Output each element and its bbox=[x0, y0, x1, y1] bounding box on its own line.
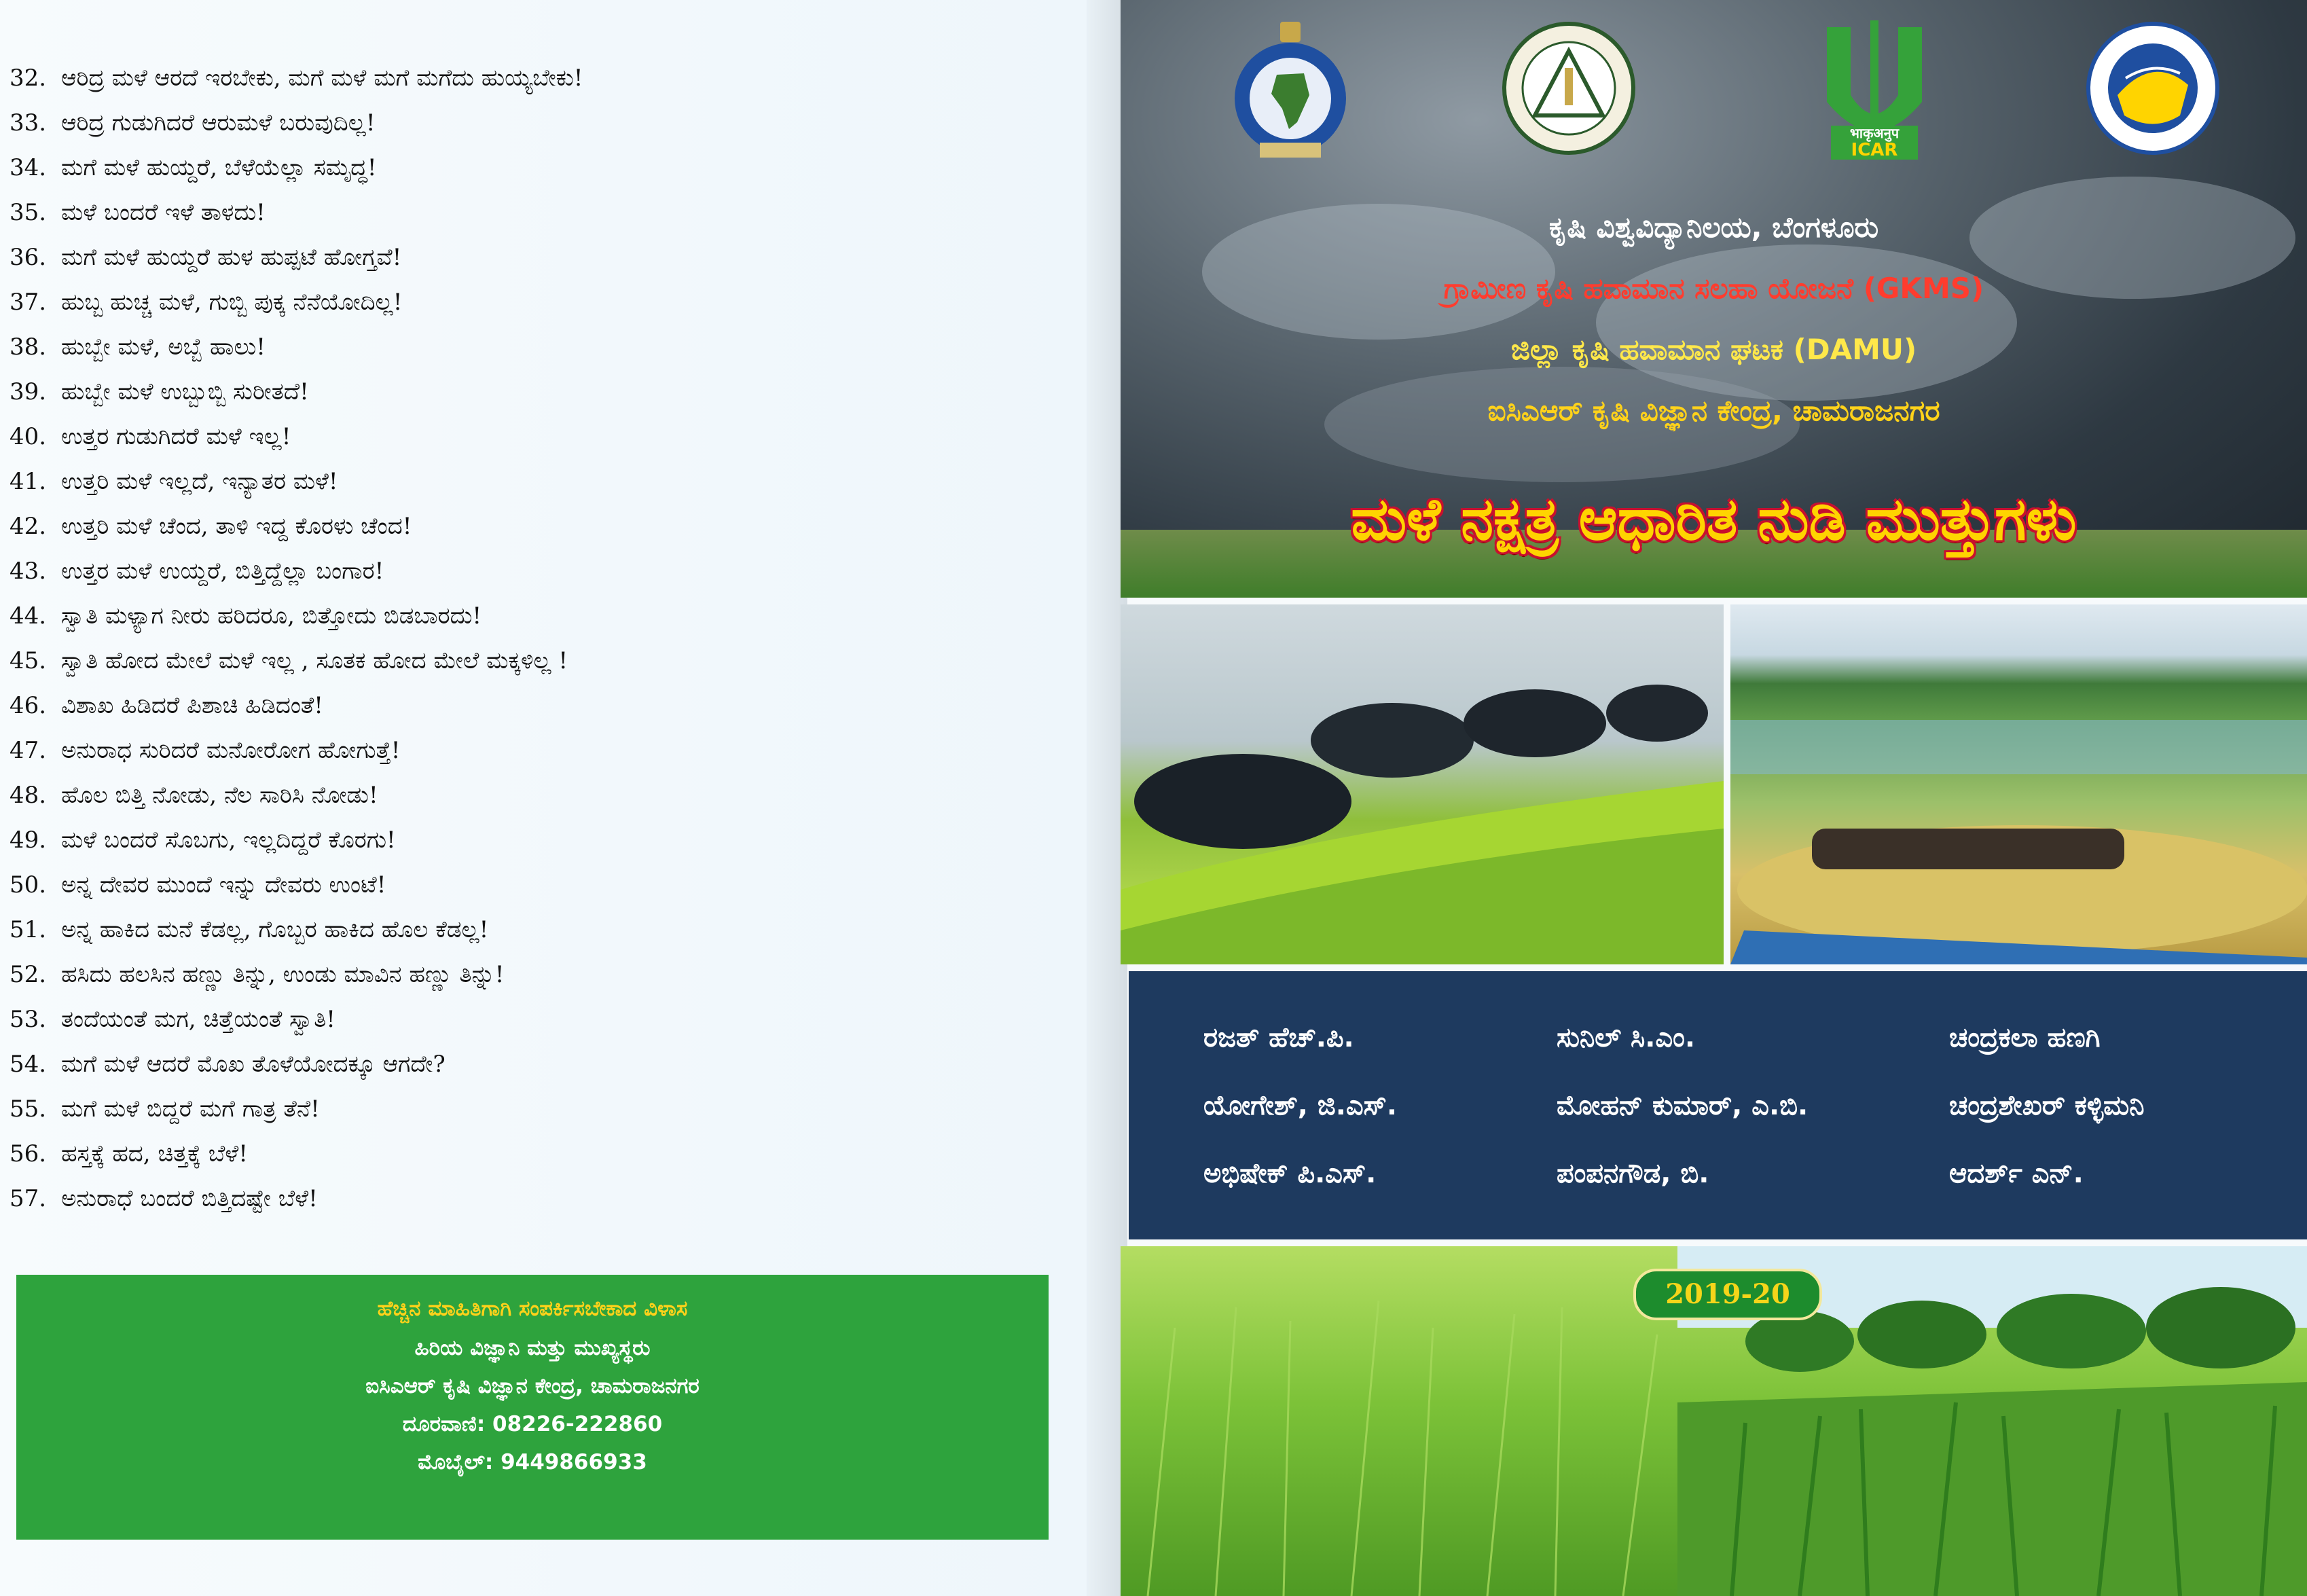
gkms-line: ಗ್ರಾಮೀಣ ಕೃಷಿ ಹವಾಮಾನ ಸಲಹಾ ಯೋಜನೆ (GKMS) bbox=[1443, 272, 1984, 305]
booklet-title: ಮಳೆ ನಕ್ಷತ್ರ ಆಧಾರಿತ ನುಡಿ ಮುತ್ತುಗಳು bbox=[1351, 486, 2077, 554]
proverb-item bbox=[10, 235, 1069, 280]
proverb-text: ಮಗೆ ಮಳೆ ಬಿದ್ದರೆ ಮಗೆ ಗಾತ್ರ ತೆನೆ! bbox=[61, 1095, 320, 1123]
contact-box bbox=[16, 1275, 1049, 1540]
proverb-number: 33. bbox=[10, 109, 47, 137]
proverb-text: ಅನ್ನ ದೇವರ ಮುಂದೆ ಇನ್ನು ದೇವರು ಉಂಟೆ! bbox=[61, 871, 386, 899]
proverb-number: 35. bbox=[10, 199, 47, 226]
proverb-text: ಮಳೆ ಬಂದರೆ ಸೊಬಗು, ಇಲ್ಲದಿದ್ದರೆ ಕೊರಗು! bbox=[61, 827, 396, 854]
proverb-number: 53. bbox=[10, 1006, 47, 1033]
farmers-umbrella-photo bbox=[1121, 604, 1724, 964]
year-badge: 2019-20 bbox=[1633, 1269, 1822, 1320]
proverb-item bbox=[10, 190, 1069, 235]
proverb-item bbox=[10, 414, 1069, 459]
proverb-text: ಉತ್ತರಿ ಮಳೆ ಇಲ್ಲದೆ, ಇನ್ಯಾತರ ಮಳೆ! bbox=[61, 468, 338, 495]
proverb-item bbox=[10, 773, 1069, 818]
proverb-text: ಸ್ವಾತಿ ಮಳ್ಯಾಗ ನೀರು ಹರಿದರೂ, ಬಿತ್ತೋದು ಬಿಡಬಾರದು! bbox=[61, 602, 482, 630]
proverb-item bbox=[10, 325, 1069, 369]
proverb-number: 48. bbox=[10, 782, 47, 809]
contact-phone: ದೂರವಾಣಿ: 08226-222860 bbox=[402, 1412, 663, 1436]
proverb-number: 55. bbox=[10, 1095, 47, 1123]
contact-institution: ಐಸಿಎಆರ್ ಕೃಷಿ ವಿಜ್ಞಾನ ಕೇಂದ್ರ, ಚಾಮರಾಜನಗರ bbox=[365, 1374, 700, 1398]
proverb-number: 36. bbox=[10, 244, 47, 271]
proverb-item bbox=[10, 1131, 1069, 1176]
proverb-item bbox=[10, 459, 1069, 504]
proverb-item bbox=[10, 549, 1069, 594]
author-name: ಸುನಿಲ್ ಸಿ.ಎಂ. bbox=[1557, 1022, 1696, 1053]
proverb-number: 37. bbox=[10, 289, 47, 316]
proverb-number: 52. bbox=[10, 961, 47, 988]
proverb-text: ಅನುರಾಧೆ ಬಂದರೆ ಬಿತ್ತಿದಷ್ಟೇ ಬೆಳೆ! bbox=[61, 1185, 318, 1212]
proverb-list bbox=[10, 56, 1069, 1221]
proverb-item bbox=[10, 1176, 1069, 1221]
proverb-item bbox=[10, 369, 1069, 414]
proverb-item bbox=[10, 145, 1069, 190]
icar-text: ICAR bbox=[1851, 140, 1898, 160]
proverb-number: 54. bbox=[10, 1051, 47, 1078]
uas-logo bbox=[1501, 14, 1637, 163]
uas-bengaluru-emblem-icon bbox=[1501, 14, 1637, 163]
imd-emblem-icon bbox=[1222, 14, 1358, 163]
author-name: ಚಂದ್ರಕಲಾ ಹಣಗಿ bbox=[1949, 1022, 2101, 1053]
proverb-text: ಸ್ವಾತಿ ಹೋದ ಮೇಲೆ ಮಳೆ ಇಲ್ಲ , ಸೂತಕ ಹೋದ ಮೇಲೆ ಮಕ್ಕಳಿಲ್ಲ ! bbox=[61, 647, 568, 674]
proverb-text: ಅನುರಾಧ ಸುರಿದರೆ ಮನೋರೋಗ ಹೋಗುತ್ತೆ! bbox=[61, 737, 401, 764]
university-name: ಕೃಷಿ ವಿಶ್ವವಿದ್ಯಾನಿಲಯ, ಬೆಂಗಳೂರು bbox=[1548, 211, 1879, 244]
proverb-text: ಹುಬ್ಬ ಹುಚ್ಚ ಮಳೆ, ಗುಬ್ಬಿ ಪುಕ್ಕ ನೆನೆಯೋದಿಲ್ಲ! bbox=[61, 289, 403, 316]
proverb-text: ಉತ್ತರ ಮಳೆ ಉಯ್ದರೆ, ಬಿತ್ತಿದ್ದೆಲ್ಲಾ ಬಂಗಾರ! bbox=[61, 558, 384, 585]
damu-line: ಜಿಲ್ಲಾ ಕೃಷಿ ಹವಾಮಾನ ಘಟಕ (DAMU) bbox=[1510, 333, 1917, 366]
proverb-number: 47. bbox=[10, 737, 47, 764]
proverb-number: 43. bbox=[10, 558, 47, 585]
cover-panel bbox=[1121, 0, 2307, 1596]
proverb-number: 57. bbox=[10, 1185, 47, 1212]
bullock-threshing-photo bbox=[1730, 604, 2307, 964]
proverb-number: 38. bbox=[10, 333, 47, 361]
proverb-number: 40. bbox=[10, 423, 47, 450]
author-name: ಆದರ್ಶ್ ಎನ್. bbox=[1949, 1158, 2084, 1189]
contact-heading: ಹೆಚ್ಚಿನ ಮಾಹಿತಿಗಾಗಿ ಸಂಪರ್ಕಿಸಬೇಕಾದ ವಿಳಾಸ bbox=[377, 1296, 688, 1321]
iitm-logo bbox=[2085, 14, 2221, 163]
kvk-line: ಐಸಿಎಆರ್ ಕೃಷಿ ವಿಜ್ಞಾನ ಕೇಂದ್ರ, ಚಾಮರಾಜನಗರ bbox=[1487, 394, 1940, 427]
proverb-item bbox=[10, 56, 1069, 101]
proverb-item bbox=[10, 280, 1069, 325]
author-name: ಅಭಿಷೇಕ್ ಪಿ.ಎಸ್. bbox=[1203, 1158, 1377, 1189]
author-name: ಪಂಪನಗೌಡ, ಬಿ. bbox=[1557, 1158, 1709, 1189]
proverb-item bbox=[10, 1087, 1069, 1131]
proverb-item bbox=[10, 594, 1069, 638]
proverb-text: ಹೊಲ ಬಿತ್ತಿ ನೋಡು, ನೆಲ ಸಾರಿಸಿ ನೋಡು! bbox=[61, 782, 378, 809]
proverb-text: ಉತ್ತರ ಗುಡುಗಿದರೆ ಮಳೆ ಇಲ್ಲ! bbox=[61, 423, 291, 450]
proverb-text: ತಂದೆಯಂತೆ ಮಗ, ಚಿತ್ತೆಯಂತೆ ಸ್ವಾತಿ! bbox=[61, 1006, 335, 1033]
proverb-number: 32. bbox=[10, 65, 47, 92]
authors-band bbox=[1129, 971, 2307, 1239]
author-name: ಚಂದ್ರಶೇಖರ್ ಕಳ್ಳಿಮನಿ bbox=[1949, 1090, 2145, 1121]
author-name: ರಜತ್ ಹೆಚ್.ಪಿ. bbox=[1203, 1022, 1354, 1053]
contact-mobile: ಮೊಬೈಲ್: 9449866933 bbox=[418, 1450, 647, 1474]
proverb-number: 45. bbox=[10, 647, 47, 674]
proverb-number: 39. bbox=[10, 378, 47, 405]
proverb-text: ಉತ್ತರಿ ಮಳೆ ಚೆಂದ, ತಾಳಿ ಇದ್ದ ಕೊರಳು ಚೆಂದ! bbox=[61, 513, 412, 540]
proverb-text: ಮಗೆ ಮಳೆ ಹುಯ್ದರೆ ಹುಳ ಹುಪ್ಪಟೆ ಹೋಗ್ತವೆ! bbox=[61, 244, 402, 271]
proverb-text: ಮಗೆ ಮಳೆ ಆದರೆ ಮೊಖ ತೊಳೆಯೋದಕ್ಕೂ ಆಗದೇ? bbox=[61, 1051, 446, 1078]
proverb-item bbox=[10, 504, 1069, 549]
proverb-text: ಮಳೆ ಬಂದರೆ ಇಳೆ ತಾಳದು! bbox=[61, 199, 266, 226]
proverb-text: ಹಸಿದು ಹಲಸಿನ ಹಣ್ಣು ತಿನ್ನು, ಉಂಡು ಮಾವಿನ ಹಣ್ಣು ತಿನ್ನು! bbox=[61, 961, 505, 988]
proverb-item bbox=[10, 101, 1069, 145]
iitm-emblem-icon bbox=[2085, 14, 2221, 163]
proverb-text: ಮಗೆ ಮಳೆ ಹುಯ್ದರೆ, ಬೆಳೆಯೆಲ್ಲಾ ಸಮೃದ್ಧ! bbox=[61, 154, 377, 181]
proverb-text: ಆರಿದ್ರ ಗುಡುಗಿದರೆ ಆರುಮಳೆ ಬರುವುದಿಲ್ಲ! bbox=[61, 109, 376, 137]
imd-logo bbox=[1222, 14, 1358, 163]
proverb-text: ಹುಬ್ಬೇ ಮಳೆ, ಅಬ್ಬೆ ಹಾಲು! bbox=[61, 333, 266, 361]
proverb-number: 46. bbox=[10, 692, 47, 719]
proverb-number: 49. bbox=[10, 827, 47, 854]
proverb-text: ಹುಬ್ಬೇ ಮಳೆ ಉಬ್ಬುಬ್ಬಿ ಸುರೀತದೆ! bbox=[61, 378, 309, 405]
icar-logo bbox=[1806, 14, 1942, 163]
proverb-item bbox=[10, 683, 1069, 728]
author-name: ಯೋಗೇಶ್, ಜಿ.ಎಸ್. bbox=[1203, 1090, 1398, 1121]
proverb-number: 34. bbox=[10, 154, 47, 181]
proverb-item bbox=[10, 1042, 1069, 1087]
proverb-text: ಆರಿದ್ರ ಮಳೆ ಆರದೆ ಇರಬೇಕು, ಮಗೆ ಮಳೆ ಮಗೆ ಮಗೆದು ಹುಯ್ಯಬೇಕು! bbox=[61, 65, 583, 92]
proverb-item bbox=[10, 952, 1069, 997]
proverb-number: 50. bbox=[10, 871, 47, 899]
author-name: ಮೋಹನ್ ಕುಮಾರ್, ಎ.ಬಿ. bbox=[1557, 1090, 1809, 1121]
proverb-item bbox=[10, 997, 1069, 1042]
proverb-number: 51. bbox=[10, 916, 47, 943]
proverb-item bbox=[10, 728, 1069, 773]
proverb-number: 41. bbox=[10, 468, 47, 495]
proverb-item bbox=[10, 818, 1069, 863]
icar-hindi-text: भाकृअनुप bbox=[1849, 125, 1900, 141]
proverb-item bbox=[10, 638, 1069, 683]
proverb-number: 56. bbox=[10, 1140, 47, 1167]
proverb-number: 44. bbox=[10, 602, 47, 630]
contact-role: ಹಿರಿಯ ವಿಜ್ಞಾನಿ ಮತ್ತು ಮುಖ್ಯಸ್ಥರು bbox=[414, 1336, 651, 1360]
proverb-number: 42. bbox=[10, 513, 47, 540]
proverb-text: ಹಸ್ತಕ್ಕೆ ಹದ, ಚಿತ್ತಕ್ಕೆ ಬೆಳೆ! bbox=[61, 1140, 248, 1167]
proverb-item bbox=[10, 863, 1069, 907]
proverb-text: ವಿಶಾಖ ಹಿಡಿದರೆ ಪಿಶಾಚಿ ಹಿಡಿದಂತೆ! bbox=[61, 692, 323, 719]
proverb-item bbox=[10, 907, 1069, 952]
proverb-text: ಅನ್ನ ಹಾಕಿದ ಮನೆ ಕೆಡಲ್ಲ, ಗೊಬ್ಬರ ಹಾಕಿದ ಹೊಲ ಕೆಡಲ್ಲ! bbox=[61, 916, 489, 943]
